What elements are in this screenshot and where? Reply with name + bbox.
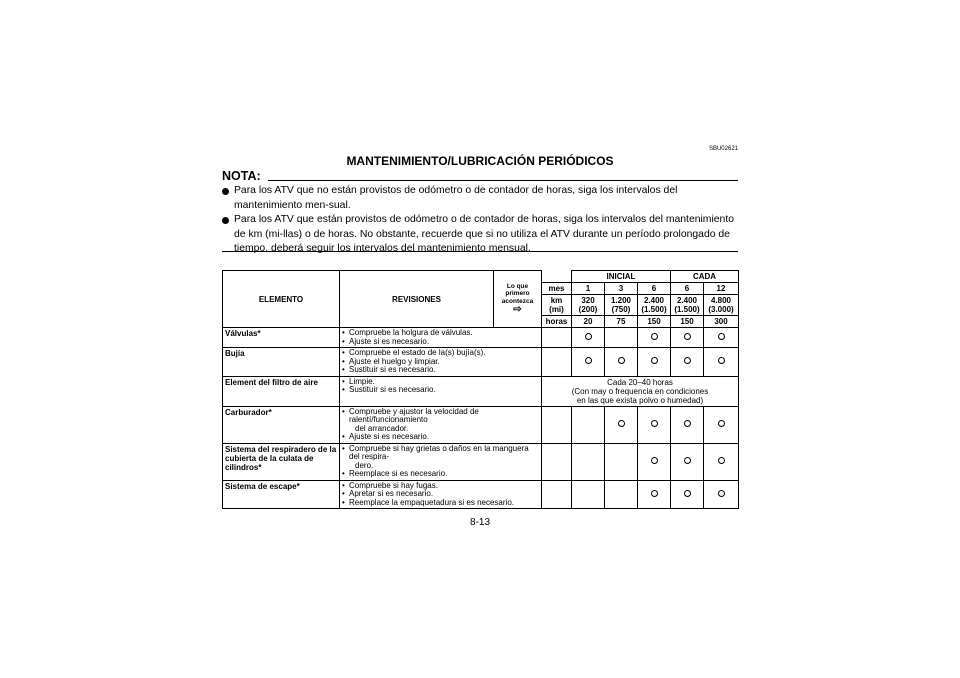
nota-bullet — [222, 184, 738, 213]
mi-number: (750) — [611, 305, 631, 314]
revision-item: • Ajuste el huelgo y limpiar. — [342, 358, 539, 367]
interval-note — [542, 376, 739, 406]
nota-bottom-divider — [222, 251, 738, 252]
circle-mark-icon — [684, 333, 691, 340]
page-number: 8-13 — [469, 517, 490, 528]
mes-value: 1 — [572, 283, 605, 295]
element-name: Sistema del respiradero de la cubierta de la culata de cilindros* — [223, 443, 340, 480]
unit-mi-label: (mi) — [549, 305, 564, 314]
circle-mark-icon — [684, 357, 691, 364]
revision-list — [340, 376, 542, 406]
interval-note-line: (Con may o frequencia en condiciones — [571, 386, 709, 396]
mes-value: 6 — [638, 283, 671, 295]
interval-mark-cell — [638, 348, 671, 377]
circle-mark-icon — [718, 490, 725, 497]
circle-mark-icon — [585, 333, 592, 340]
table-body — [223, 328, 739, 509]
interval-mark-cell — [572, 328, 605, 348]
element-name: Válvulas* — [223, 328, 340, 348]
circle-mark-icon — [718, 457, 725, 464]
circle-mark-icon — [651, 357, 658, 364]
interval-mark-cell — [704, 348, 739, 377]
revision-item: • Limpie. — [342, 378, 539, 387]
circle-mark-icon — [718, 333, 725, 340]
circle-mark-icon — [718, 357, 725, 364]
table-row — [223, 328, 739, 348]
document-code: SBU02621 — [708, 146, 738, 152]
element-name: Bujía — [223, 348, 340, 377]
mes-value: 3 — [605, 283, 638, 295]
table-row — [223, 480, 739, 509]
circle-mark-icon — [651, 490, 658, 497]
circle-mark-icon — [718, 420, 725, 427]
revision-item: • Ajuste si es necesario. — [342, 338, 539, 347]
column-header-elemento: ELEMENTO — [223, 271, 340, 328]
revision-list — [340, 328, 542, 348]
interval-mark-cell — [704, 443, 739, 480]
revision-list — [340, 480, 542, 509]
horas-value: 75 — [605, 316, 638, 328]
element-name: Sistema de escape* — [223, 480, 340, 509]
revision-item: • Compruebe si hay fugas. — [342, 482, 539, 491]
km-value — [638, 295, 671, 316]
nota-bullets — [222, 184, 738, 257]
revision-list — [340, 406, 542, 443]
revision-item: • Reemplace la empaquetadura si es necesario. — [342, 499, 539, 508]
element-name: Element del filtro de aire — [223, 376, 340, 406]
interval-mark-cell — [572, 406, 605, 443]
table-row — [223, 443, 739, 480]
circle-mark-icon — [684, 457, 691, 464]
element-name: Carburador* — [223, 406, 340, 443]
group-header-cada: CADA — [671, 271, 739, 283]
interval-mark-cell — [704, 480, 739, 509]
interval-mark-cell — [638, 480, 671, 509]
unit-km — [542, 295, 572, 316]
circle-mark-icon — [684, 490, 691, 497]
mi-number: (1.500) — [674, 305, 700, 314]
km-number: 4.800 — [710, 296, 732, 305]
revision-item: • Compruebe y ajustor la velocidad de ralentí/funcionamiento — [342, 408, 539, 425]
revision-list — [340, 348, 542, 377]
horas-value: 150 — [638, 316, 671, 328]
page-title: MANTENIMIENTO/LUBRICACIÓN PERIÓDICOS — [346, 154, 614, 168]
bullet-icon — [222, 217, 229, 224]
unit-horas: horas — [542, 316, 572, 328]
mi-number: (200) — [578, 305, 598, 314]
interval-note-line: en las que exista polvo o humedad) — [576, 395, 704, 405]
blank-cell — [542, 271, 572, 283]
revision-item: del arrancador. — [355, 423, 409, 433]
unit-blank-cell — [542, 443, 572, 480]
arrow-right-icon: ⇨ — [513, 304, 522, 316]
km-number: 1.200 — [610, 296, 632, 305]
nota-bullet-text: Para los ATV que están provistos de odómetro o de contador de horas, siga los intervalos del mantenimiento de km (mi-llas) o de horas. No obstante, recuerde que si no utiliza el ATV durante un período prolongado de tiempo, deberá seguir los intervalos del mantenimiento mensual. — [234, 214, 734, 255]
revision-item: • Compruebe si hay grietas o daños en la manguera del respira- — [342, 445, 539, 462]
column-header-revisiones: REVISIONES — [340, 271, 494, 328]
header-row-group — [223, 271, 739, 283]
interval-mark-cell — [671, 443, 704, 480]
circle-mark-icon — [618, 420, 625, 427]
unit-blank-cell — [542, 406, 572, 443]
interval-mark-cell — [605, 480, 638, 509]
revision-list — [340, 443, 542, 480]
group-header-inicial: INICIAL — [572, 271, 671, 283]
mes-value: 12 — [704, 283, 739, 295]
nota-label: NOTA: — [222, 169, 261, 183]
unit-blank-cell — [542, 480, 572, 509]
maintenance-table — [222, 270, 739, 509]
nota-bullet-text: Para los ATV que no están provistos de odómetro o de contador de horas, siga los intervalos del mantenimiento men-sual. — [234, 185, 678, 211]
table-row — [223, 406, 739, 443]
circle-mark-icon — [651, 457, 658, 464]
circle-mark-icon — [651, 333, 658, 340]
mi-number: (1.500) — [641, 305, 667, 314]
horas-value: 300 — [704, 316, 739, 328]
interval-mark-cell — [572, 348, 605, 377]
interval-mark-cell — [605, 348, 638, 377]
km-number: 2.400 — [676, 296, 698, 305]
table-row — [223, 376, 739, 406]
unit-blank-cell — [542, 328, 572, 348]
interval-mark-cell — [605, 443, 638, 480]
interval-mark-cell — [638, 443, 671, 480]
revision-item: • Sustituir si es necesario. — [342, 366, 539, 375]
km-value — [605, 295, 638, 316]
revision-item: • Sustituir si es necesario. — [342, 386, 539, 395]
horas-value: 150 — [671, 316, 704, 328]
horas-value: 20 — [572, 316, 605, 328]
interval-mark-cell — [605, 328, 638, 348]
interval-mark-cell — [671, 406, 704, 443]
km-value — [671, 295, 704, 316]
interval-mark-cell — [572, 480, 605, 509]
interval-mark-cell — [572, 443, 605, 480]
interval-mark-cell — [671, 328, 704, 348]
bullet-icon — [222, 188, 229, 195]
interval-mark-cell — [638, 328, 671, 348]
first-occurs-line2: acontezca — [501, 297, 534, 305]
unit-mes: mes — [542, 283, 572, 295]
km-value — [572, 295, 605, 316]
interval-mark-cell — [704, 328, 739, 348]
interval-note-line: Cada 20–40 horas — [607, 377, 673, 387]
first-occurs-label — [494, 271, 542, 328]
circle-mark-icon — [585, 357, 592, 364]
interval-mark-cell — [704, 406, 739, 443]
nota-divider — [268, 180, 738, 181]
interval-mark-cell — [671, 480, 704, 509]
unit-km-label: km — [550, 296, 563, 305]
revision-item: • Ajuste si es necesario. — [342, 433, 539, 442]
mi-number: (3.000) — [708, 305, 734, 314]
interval-mark-cell — [638, 406, 671, 443]
mes-value: 6 — [671, 283, 704, 295]
revision-item: • Reemplace si es necesario. — [342, 470, 539, 479]
revision-item: • Apretar si es necesario. — [342, 490, 539, 499]
interval-mark-cell — [671, 348, 704, 377]
km-number: 2.400 — [643, 296, 665, 305]
circle-mark-icon — [684, 420, 691, 427]
km-number: 320 — [581, 296, 595, 305]
revision-item: dero. — [355, 460, 374, 470]
revision-item: • Compruebe la holgura de válvulas. — [342, 329, 539, 338]
first-occurs-line1: Lo que primero — [505, 282, 530, 298]
unit-blank-cell — [542, 348, 572, 377]
interval-mark-cell — [605, 406, 638, 443]
table-row — [223, 348, 739, 377]
revision-item: • Compruebe el estado de la(s) bujía(s). — [342, 349, 539, 358]
circle-mark-icon — [651, 420, 658, 427]
circle-mark-icon — [618, 357, 625, 364]
km-value — [704, 295, 739, 316]
